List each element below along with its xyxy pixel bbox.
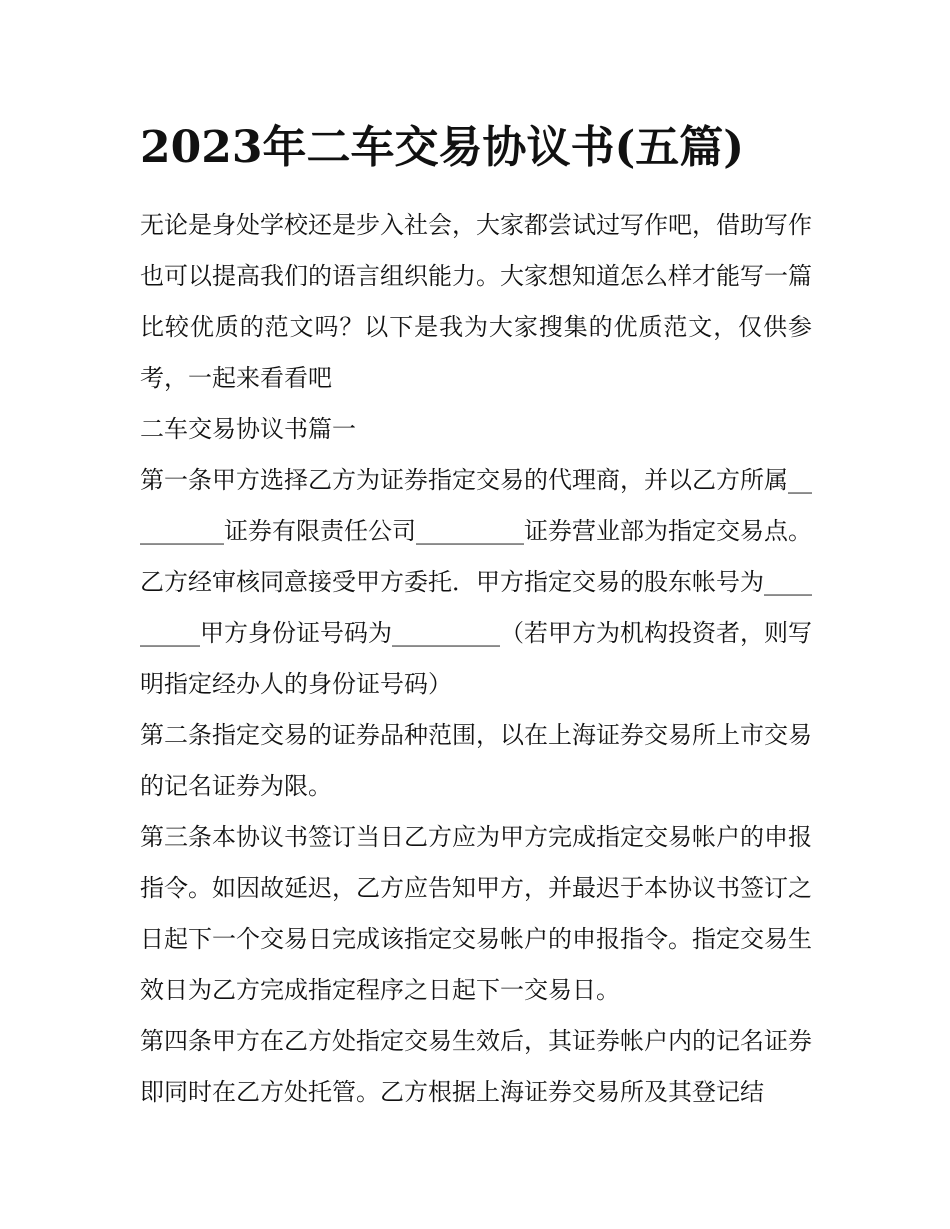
article-1-paragraph: 第一条甲方选择乙方为证券指定交易的代理商，并以乙方所属_________证券有限责任公司_________证券营业部为指定交易点。乙方经审核同意接受甲方委托．甲方指定交易的股东帐号为_________甲方身份证号码为_________（若甲方为机构投资者，则写明指定经办人的身份证号码） bbox=[140, 466, 812, 698]
article-3-paragraph: 第三条本协议书签订当日乙方应为甲方完成指定交易帐户的申报指令。如因故延迟，乙方应告知甲方，并最迟于本协议书签订之日起下一个交易日完成该指定交易帐户的申报指令。指定交易生效日为乙方完成指定程序之日起下一交易日。 bbox=[140, 823, 812, 1004]
document-page bbox=[140, 118, 812, 1118]
document-title: 2023年二车交易协议书(五篇) bbox=[140, 122, 745, 173]
section-heading: 二车交易协议书篇一 bbox=[140, 415, 356, 443]
article-4-paragraph: 第四条甲方在乙方处指定交易生效后，其证券帐户内的记名证券即同时在乙方处托管。乙方根据上海证券交易所及其登记结 bbox=[140, 1027, 812, 1106]
article-2-paragraph: 第二条指定交易的证券品种范围，以在上海证券交易所上市交易的记名证券为限。 bbox=[140, 721, 812, 800]
intro-paragraph: 无论是身处学校还是步入社会，大家都尝试过写作吧，借助写作也可以提高我们的语言组织能力。大家想知道怎么样才能写一篇比较优质的范文吗？以下是我为大家搜集的优质范文，仅供参考，一起来看看吧 bbox=[140, 211, 812, 392]
